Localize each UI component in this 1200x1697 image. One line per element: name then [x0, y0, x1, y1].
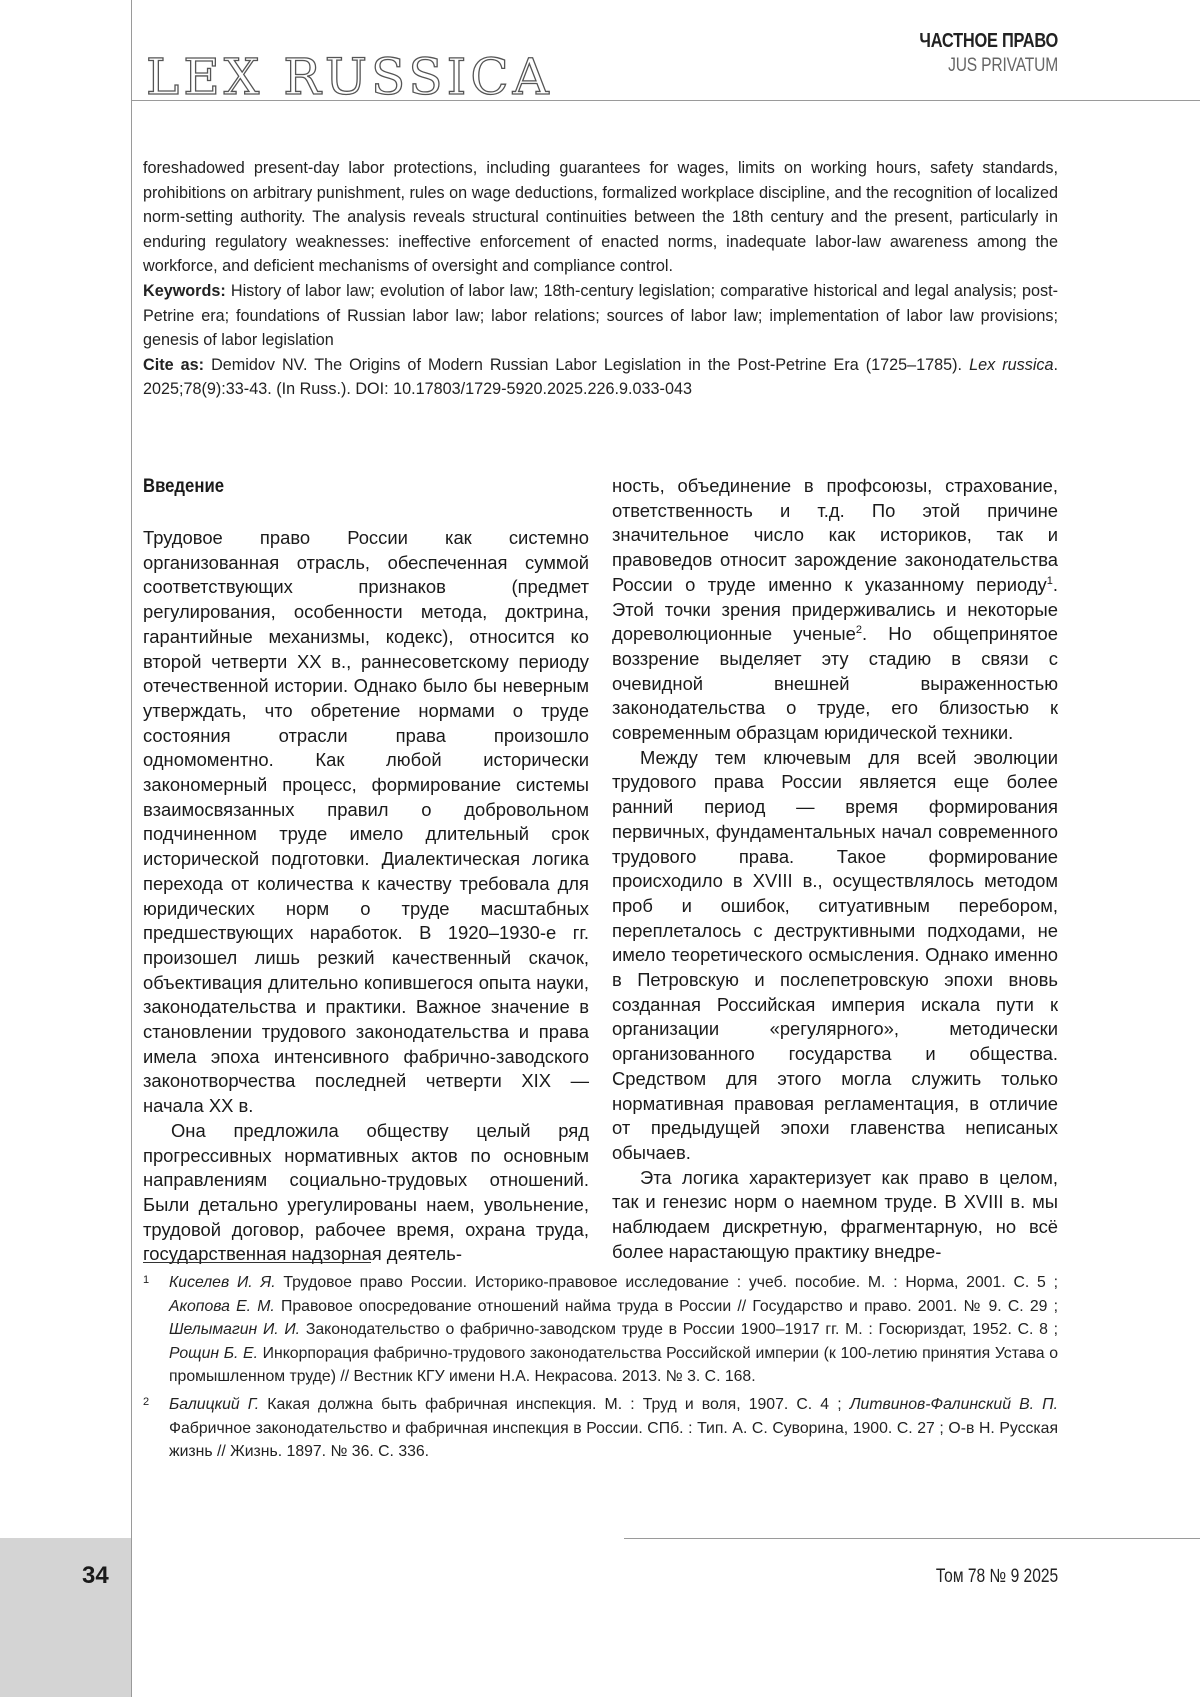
paragraph: Трудовое право России как системно организованная отрасль, обеспеченная суммой соответствующих признаков (предмет регулирования, особенности метода, доктрина, гарантийные механизмы, кодекс), относится ко второй четверти XX в., раннесоветскому периоду отечественной истории. Однако было бы неверным утверждать, что обретение нормами о труде состояния отрасли права произошло одномоментно. Как любой исторически закономерный процесс, формирование системы взаимосвязанных правил о добровольном подчиненном труде имело длительный срок исторической подготовки. Диалектическая логика перехода от количества к качеству требовала для юридических норм о труде масштабных предшествующих наработок. В 1920–1930-е гг. произошел лишь резкий качественный скачок, объективация длительно копившегося опыта науки, законодательства и практики. Важное значение в становлении трудового законодательства и права имела эпоха интенсивного фабрично-заводского законотворчества последней четверти XIX — начала XX в. [143, 527, 589, 1117]
paragraph [612, 474, 1058, 746]
ref-text: Трудовое право России. Историко-правовое исследование : учеб. пособие. М. : Норма, 2001. С. 5 ; [275, 1274, 1058, 1291]
section-title: Введение [143, 476, 225, 497]
ref-text: Фабричное законодательство и фабричная инспекция в России. СПб. : Тип. А. С. Суворина, 1900. С. 27 ; О-в Н. Русская жизнь // Жизнь. 1897. № 36. С. 336. [169, 1419, 1058, 1461]
author: Балицкий Г. [169, 1395, 260, 1413]
footnote-number: 2 [143, 1395, 150, 1408]
footer-rule [624, 1538, 1200, 1539]
text-run: . Этой точки зрения придерживались и некоторые дореволюционные ученые [612, 573, 1058, 645]
author: Шелымагин И. И. [169, 1321, 301, 1339]
keywords-label: Keywords: [143, 281, 226, 300]
logo-text: LEX RUSSICA [146, 48, 553, 106]
right-column [612, 474, 1058, 1265]
cite-rest: . 2025;78(9):33-43. (In Russ.). DOI: 10.17803/1729-5920.2025.226.9.033-043 [143, 355, 1059, 399]
paragraph: Эта логика характеризует как право в целом, так и генезис норм о наемном труде. В XVIII в. мы наблюдаем дискретную, фрагментарную, но всё более нарастающую практику внедре- [612, 1166, 1058, 1262]
cite-text: Demidov NV. The Origins of Modern Russian Labor Legislation in the Post-Petrine Era (1725–1785). [211, 355, 963, 374]
left-column [143, 472, 589, 1267]
footnote-text [169, 1271, 1058, 1389]
footnote-rule [143, 1262, 371, 1263]
footnote-ref-1[interactable]: 1 [1046, 574, 1053, 587]
ref-text: Инкорпорация фабрично-трудового законодательства Российской империи (к 100-летию принятия Устава о промышленном труде) // Вестник КГУ имени Н.А. Некрасова. 2013. № 3. С. 168. [169, 1344, 1058, 1386]
footnote-ref-2[interactable]: 2 [855, 624, 862, 637]
footnotes [143, 1271, 1058, 1468]
text-run: . Но общепринятое воззрение выделяет эту стадию в связи с очевидной внешней выраженностью законодательства о труде, его близостью к современным образцам юридической техники. [612, 623, 1059, 744]
author: Рощин Б. Е. [169, 1344, 258, 1362]
keywords-text: History of labor law; evolution of labor law; 18th-century legislation; comparative historical and legal analysis; post-Petrine era; foundations of Russian labor law; labor relations; sources of labor law; implementation of labor law provisions; genesis of labor legislation [143, 281, 1059, 350]
keywords-line [143, 279, 1058, 353]
journal-logo [144, 38, 553, 108]
cite-journal: Lex russica [969, 355, 1054, 374]
footnote-text [169, 1393, 1058, 1464]
abstract-text: foreshadowed present-day labor protections, including guarantees for wages, limits on working hours, safety standards, prohibitions on arbitrary punishment, rules on wage deductions, formalized workplace discipline, and the recognition of localized norm-setting authority. The analysis reveals structural continuities between the 18th century and the present, particularly in enduring regulatory weaknesses: ineffective enforcement of enacted norms, inadequate labor-law awareness among the workforce, and deficient mechanisms of oversight and compliance control. [143, 159, 1058, 276]
rubric [889, 30, 1058, 77]
rubric-en: JUS PRIVATUM [948, 55, 1058, 76]
rubric-ru: ЧАСТНОЕ ПРАВО [919, 30, 1058, 52]
footnote-2 [143, 1393, 1058, 1464]
author: Акопова Е. М. [169, 1297, 275, 1315]
footnote-1 [143, 1271, 1058, 1389]
ref-text: Правовое опосредование отношений найма труда в России // Государство и право. 2001. № 9. С. 29 ; [274, 1297, 1058, 1315]
paragraph: Она предложила обществу целый ряд прогрессивных нормативных актов по основным направлениям социально-трудовых отношений. Были детально урегулированы наем, увольнение, трудовой договор, рабочее время, охрана труда, государственная надзорная деятель- [143, 1119, 589, 1265]
ref-text: Какая должна быть фабричная инспекция. М. : Труд и воля, 1907. С. 4 ; [259, 1395, 850, 1413]
page-number: 34 [82, 1562, 109, 1589]
footnote-number: 1 [143, 1274, 150, 1286]
abstract-block [143, 156, 1058, 402]
author: Киселев И. Я. [169, 1274, 276, 1291]
ref-text: Законодательство о фабрично-заводском труде в России 1900–1917 гг. М. : Госюриздат, 1952. С. 8 ; [300, 1321, 1059, 1339]
cite-label: Cite as: [143, 355, 205, 374]
paragraph: Между тем ключевым для всей эволюции трудового права России является еще более ранний период — время формирования первичных, фундаментальных начал современного трудового права. Такое формирование происходило в XVIII в., осуществлялось методом проб и ошибок, ситуативным перебором, переплеталось с деструктивными подходами, не имело теоретического осмысления. Однако именно в Петровскую и послепетровскую эпохи вновь созданная Российская империя искала пути к организации «регулярного», методически организованного государства и общества. Средством для этого могла служить только нормативная правовая регламентация, в отличие от предыдущей эпохи главенства неписаных обычаев. [612, 746, 1058, 1163]
author: Литвинов-Фалинский В. П. [849, 1395, 1058, 1413]
left-margin-strip [0, 0, 132, 1697]
page-number-band [0, 1538, 132, 1697]
citation-line [143, 353, 1058, 402]
left-column-body [143, 526, 589, 1267]
text-run: ность, объединение в профсоюзы, страхование, ответственность и т.д. По этой причине значительное число как историков, так и правоведов относит зарождение законодательства России о труде именно к указанному периоду [612, 475, 1058, 595]
issue-label: Том 78 № 9 2025 [935, 1566, 1058, 1587]
